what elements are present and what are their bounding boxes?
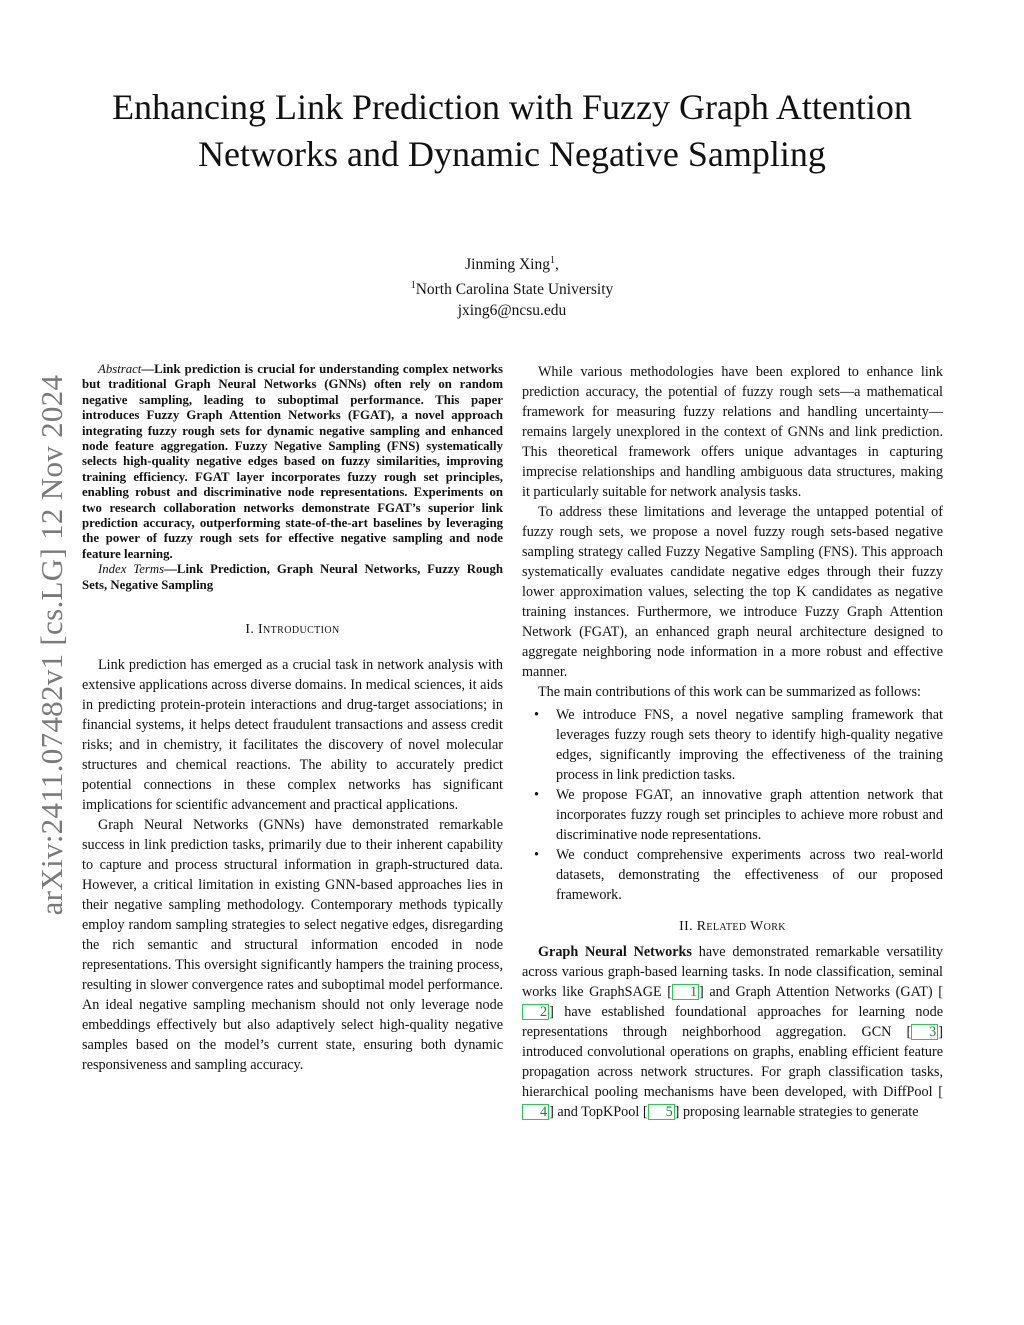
citation-link[interactable]: 3 [911,1024,938,1040]
section-heading-introduction: I. Introduction [245,621,340,637]
citation-link[interactable]: 4 [522,1104,549,1120]
citation-link[interactable]: 1 [672,984,699,1000]
contributions-list [522,705,943,905]
affiliation-superscript: 1 [410,280,416,292]
intro-paragraph: Link prediction has emerged as a crucial task in network analysis with extensive applications across diverse domains. In medical sciences, it aids in predicting protein-protein interactions and drug-target associations; in financial systems, it helps detect fraudulent transactions and assess credit risks; and in chemistry, it facilitates the discovery of novel molecular structures and chemical reactions. The ability to accurately predict potential connections in these complex networks has significant implications for scientific advancement and practical applications. [82,657,503,814]
paper-title: Enhancing Link Prediction with Fuzzy Graph Attention Networks and Dynamic Negative Sampling [112,87,912,174]
body-paragraph: The main contributions of this work can be summarized as follows: [538,684,921,700]
list-item: • We introduce FNS, a novel negative sampling framework that leverages fuzzy rough sets theory to identify high-quality negative edges, significantly improving the effectiveness of the training process in link prediction tasks. [556,705,943,785]
list-item: • We conduct comprehensive experiments across two real-world datasets, demonstrating the effectiveness of our proposed framework. [556,845,943,905]
author-name-suffix: , [554,256,559,274]
index-terms [82,562,503,593]
citation-link[interactable]: 5 [648,1104,675,1120]
affiliation-line [262,275,762,300]
section-heading-related-work: II. Related Work [679,918,786,933]
related-work-paragraph: Graph Neural Networks have demonstrated remarkable versatility across various graph-based learning tasks. In node classification, seminal works like GraphSAGE [ 1 ] and Graph Attention Networks (GAT) [2 ] have established foundational approaches for learning node representations through neighborhood aggregation. GCN [ 3 ] introduced convolutional operations on graphs, enabling efficient feature propagation across network structures. For graph classification tasks, hierarchical pooling mechanisms have been developed, with DiffPool [4 ] and TopKPool [ 5 ] proposing learnable strategies to generate [522,944,943,1120]
abstract-label: Abstract [98,362,142,376]
paragraph-text: proposing learnable strategies to generate [679,1104,919,1120]
body-paragraph: While various methodologies have been explored to enhance link prediction accuracy, the potential of fuzzy rough sets—a mathematical framework for measuring fuzzy relations and handling uncertainty—remains largely unexplored in the context of GNNs and link prediction. This theoretical framework offers unique advantages in capturing imprecise relationships and handling ambiguous data structures, making it particularly suitable for network analysis tasks. [522,364,943,500]
list-item: • We propose FGAT, an innovative graph attention network that incorporates fuzzy rough set principles to achieve more robust and discriminative node representations. [556,785,943,845]
left-column [82,362,503,1075]
index-terms-label: Index Terms [98,562,165,577]
affiliation: North Carolina State University [415,281,614,299]
paragraph-text: and Graph Attention Networks (GAT) [703,984,939,1000]
right-column [522,362,943,1122]
paragraph-text: and TopKPool [553,1104,643,1120]
paragraph-lead: Graph Neural Networks [538,944,692,960]
author-block [262,250,762,321]
author-name-line [262,250,762,275]
paragraph-text: introduced convolutional operations on graphs, enabling efficient feature propagation across network structures. For graph classification tasks, hierarchical pooling mechanisms have been developed, with DiffPool [522,1044,943,1100]
intro-paragraph: Graph Neural Networks (GNNs) have demonstrated remarkable success in link prediction tasks, primarily due to their inherent capability to capture and process structural information in graph-structured data. However, a critical limitation in existing GNN-based approaches lies in their negative sampling methodology. Contemporary methods typically employ random sampling strategies to select negative edges, disregarding the rich semantic and structural information encoded in node representations. This oversight significantly hampers the training process, resulting in slower convergence rates and suboptimal model performance. An ideal negative sampling mechanism should not only leverage node embeddings effectively but also adaptively select high-quality negative samples based on the model’s current state, ensuring both dynamic responsiveness and sampling accuracy. [82,817,503,1074]
author-superscript: 1 [549,255,555,266]
author-email[interactable]: jxing6@ncsu.edu [457,302,567,320]
abstract-text: —Link prediction is crucial for understanding complex networks but traditional Graph Neural Networks (GNNs) often rely on random negative sampling, leading to suboptimal performance. This paper introduces Fuzzy Graph Attention Networks (FGAT), a novel approach integrating fuzzy rough sets for dynamic negative sampling and enhanced node feature aggregation. Fuzzy Negative Sampling (FNS) systematically selects high-quality negative edges based on fuzzy similarities, improving training efficiency. FGAT layer incorporates fuzzy rough set principles, enabling robust and discriminative node representations. Experiments on two research collaboration networks demonstrate FGAT’s superior link prediction accuracy, outperforming state-of-the-art baselines by leveraging the power of fuzzy rough sets for effective negative sampling and node feature learning. [82,362,503,561]
index-terms-text: —Link Prediction, Graph Neural Networks, Fuzzy Rough Sets, Negative Sampling [82,562,503,592]
author-name: Jinming Xing [465,256,550,274]
paragraph-text: have established foundational approaches for learning node representations through neighborhood aggregation. GCN [522,1004,943,1040]
paragraph-text: have demonstrated remarkable versatility across various graph-based learning tasks. In node classification, seminal works like GraphSAGE [522,944,943,1000]
arxiv-identifier-stamp: arXiv:2411.07482v1 [cs.LG] 12 Nov 2024 [34,374,69,916]
body-paragraph: To address these limitations and leverage the untapped potential of fuzzy rough sets, we propose a novel fuzzy rough sets-based negative sampling strategy called Fuzzy Negative Sampling (FNS). This approach systematically evaluates candidate negative edges through their fuzzy lower approximation values, selecting the top K candidates as negative training instances. Furthermore, we introduce Fuzzy Graph Attention Network (FGAT), an enhanced graph neural architecture designed to aggregate neighboring node information in a more robust and effective manner. [522,504,943,680]
citation-link[interactable]: 2 [522,1004,549,1020]
abstract [82,362,503,562]
